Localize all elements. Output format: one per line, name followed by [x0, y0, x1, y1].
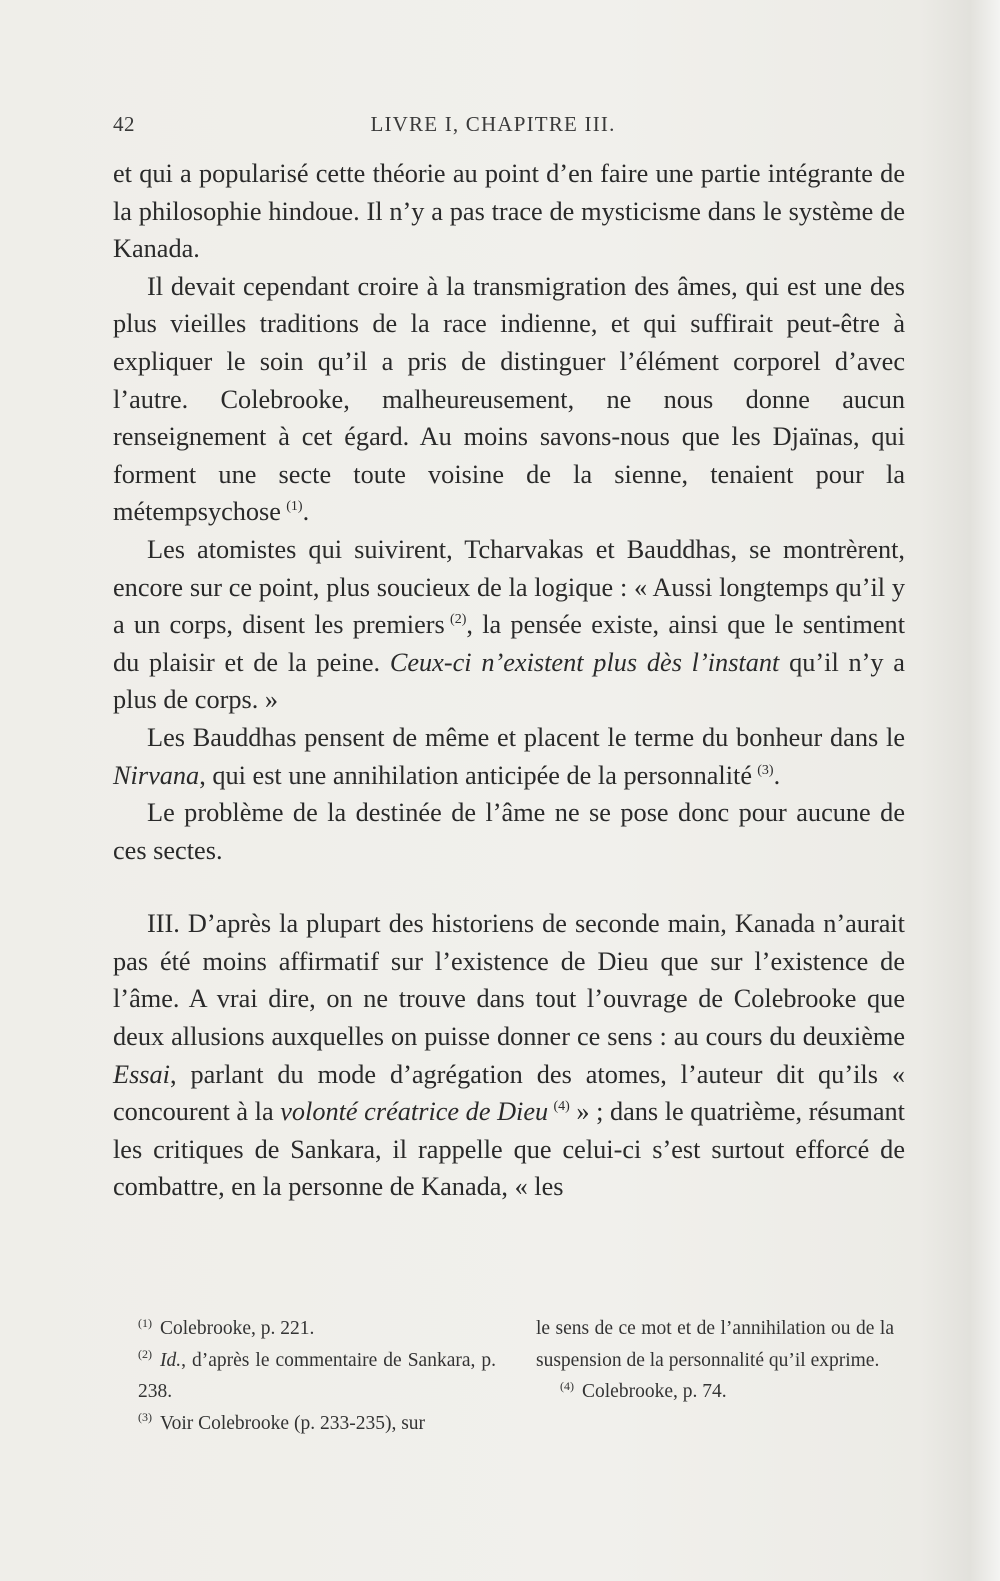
footnote-1-text: Colebrooke, p. 221.	[160, 1318, 315, 1339]
paragraph-4-end: .	[773, 760, 781, 790]
footnote-ref-3: (3)	[757, 762, 774, 778]
footnote-3-continuation-text: le sens de ce mot et de l’annihilation ou de la suspension de la personnalité qu’il exprime.	[536, 1318, 894, 1371]
paragraph-6-text-b: , parlant du mode d’agrégation des atomes, l’auteur dit qu’ils « concourent à la	[113, 1059, 905, 1127]
footnote-4	[536, 1376, 894, 1408]
footnote-2-number: (2)	[138, 1347, 152, 1361]
paragraph-5	[113, 794, 905, 869]
paragraph-2	[113, 268, 905, 531]
paragraph-1-text: et qui a popularisé cette théorie au point d’en faire une partie intégrante de la philosophie hindoue. Il n’y a pas trace de mysticisme dans le système de Kanada.	[113, 159, 905, 264]
paragraph-6-text-a: III. D’après la plupart des historiens de seconde main, Kanada n’aurait pas été moins affirmatif sur l’existence de Dieu que sur l’existence de l’âme. A vrai dire, on ne trouve dans tout l’ouvrage de Colebrooke que deux allusions auxquelles on puisse donner ce sens : au cours du deuxième	[113, 909, 905, 1052]
footnotes-right-column	[536, 1313, 894, 1408]
paragraph-5-text: Le problème de la destinée de l’âme ne se pose donc pour aucune de ces sectes.	[113, 798, 905, 865]
footnote-3-continuation	[536, 1313, 894, 1376]
footnote-3	[138, 1408, 496, 1440]
footnote-2	[138, 1345, 496, 1408]
footnote-ref-4: (4)	[553, 1099, 570, 1115]
paragraph-4-text-a: Les Bauddhas pensent de même et placent le terme du bonheur dans le	[147, 722, 905, 752]
paragraph-6-italic-2: volonté créatrice de Dieu	[280, 1097, 549, 1127]
paragraph-4-text-b: , qui est une annihilation anticipée de la personnalité	[199, 760, 752, 790]
paragraph-2-end: .	[302, 497, 310, 527]
footnote-4-text: Colebrooke, p. 74.	[582, 1381, 727, 1402]
footnote-ref-2: (2)	[450, 612, 467, 628]
footnote-3-text: Voir Colebrooke (p. 233-235), sur	[160, 1412, 426, 1434]
footnote-2-italic: Id.	[160, 1349, 182, 1371]
footnote-4-number: (4)	[560, 1378, 574, 1393]
section-iii-paragraph	[113, 905, 905, 1206]
paragraph-1	[113, 155, 905, 268]
running-head: LIVRE I, CHAPITRE III.	[370, 112, 616, 136]
footnote-2-text: , d’après le commentaire de Sankara, p. 238.	[138, 1349, 496, 1402]
footnote-1	[138, 1313, 496, 1345]
page-header	[113, 112, 905, 142]
paragraph-3-text-a: Les atomistes qui suivirent, Tcharvakas et Bauddhas, se montrèrent, encore sur ce point, plus soucieux de la logique : « Aussi longtemps qu’il y a un corps, disent les premiers	[113, 534, 905, 640]
paragraph-3	[113, 531, 905, 719]
footnotes-left-column	[138, 1313, 496, 1439]
paragraph-6-text-c: » ; dans le quatrième, résumant les critiques de Sankara, il rappelle que celui-ci s’est surtout efforcé de combattre, en la personne de Kanada, « les	[113, 1097, 905, 1202]
body-text	[113, 155, 905, 1206]
paragraph-2-text: Il devait cependant croire à la transmigration des âmes, qui est une des plus vieilles traditions de la race indienne, et qui suffirait peut-être à expliquer le soin qu’il a pris de distinguer l’élément corporel d’avec l’autre. Colebrooke, malheureusement, ne nous donne aucun renseignement à cet égard. Au moins savons-nous que les Djaïnas, qui forment une secte toute voisine de la sienne, tenaient pour la métempsychose	[113, 271, 905, 527]
paragraph-6-italic-1: Essai	[113, 1059, 170, 1089]
footnote-1-number: (1)	[138, 1315, 152, 1330]
paragraph-4	[113, 719, 905, 794]
paragraph-3-text-b: , la pensée existe, ainsi que le sentiment du plaisir et de la peine.	[113, 610, 905, 677]
footnote-3-number: (3)	[138, 1410, 152, 1424]
paragraph-3-text-c: qu’il n’y a plus de corps. »	[113, 647, 905, 715]
paragraph-4-italic: Nirvana	[113, 760, 200, 790]
footnote-ref-1: (1)	[286, 499, 303, 515]
page-number: 42	[113, 112, 135, 136]
paragraph-3-italic: Ceux-ci n’existent plus dès l’instant	[389, 647, 780, 677]
